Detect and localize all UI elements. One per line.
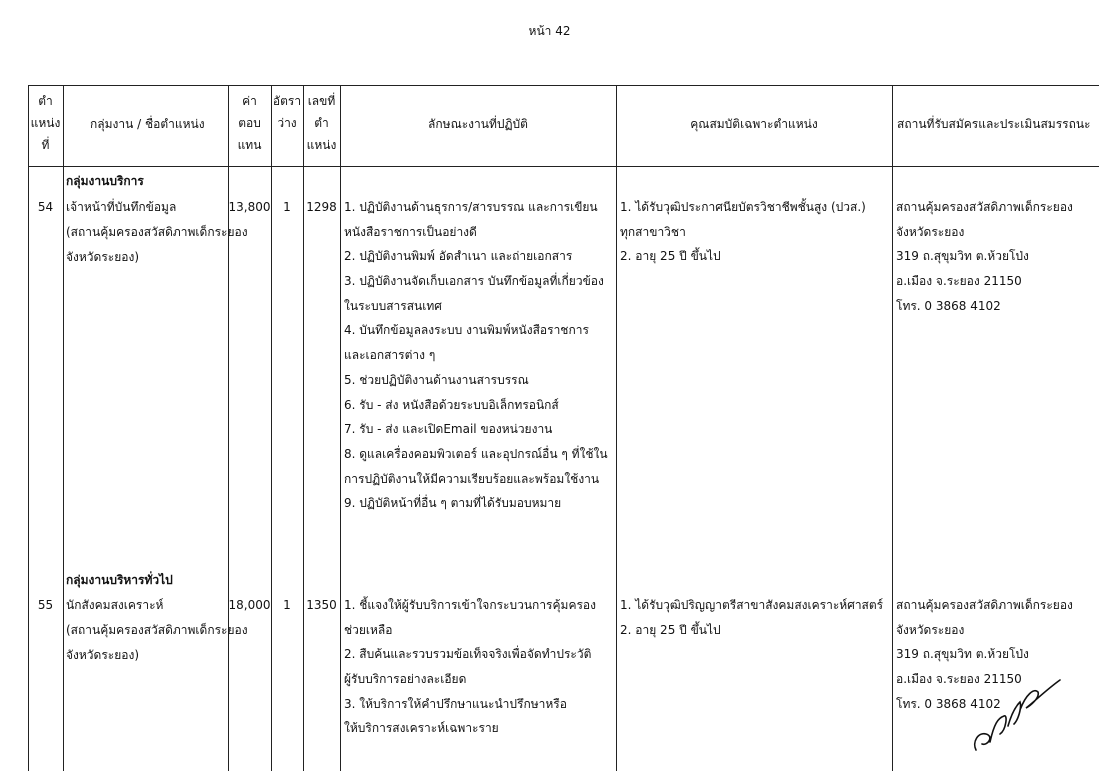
qualification-line: 2. อายุ 25 ปี ขึ้นไป — [620, 622, 721, 637]
qualification-line: 1. ได้รับวุฒิปริญญาตรีสาขาสังคมสงเคราะห์ศาสตร์ — [620, 598, 884, 612]
header-location: สถานที่รับสมัครและประเมินสมรรถนะ — [897, 117, 1091, 131]
qualification-line: 1. ได้รับวุฒิประกาศนียบัตรวิชาชีพชั้นสูง (ปวส.) — [620, 200, 866, 214]
qualification-line: 2. อายุ 25 ปี ขึ้นไป — [620, 249, 721, 264]
header-seq-line: ที่ — [41, 138, 50, 152]
duty-line: หนังสือราชการเป็นอย่างดี — [344, 224, 477, 239]
header-bottom-border — [28, 166, 1099, 167]
header-vacancy-line: อัตรา — [272, 94, 302, 108]
header-group: กลุ่มงาน / ชื่อตำแหน่ง — [90, 117, 205, 131]
position-title: นักสังคมสงเคราะห์ — [66, 598, 164, 612]
duty-line: ช่วยเหลือ — [344, 622, 393, 637]
duty-line: 9. ปฏิบัติหน้าที่อื่น ๆ ตามที่ได้รับมอบหมาย — [344, 496, 562, 511]
row-seq: 54 — [37, 200, 54, 214]
location-line: จังหวัดระยอง — [896, 224, 965, 239]
duty-line: การปฏิบัติงานให้มีความเรียบร้อยและพร้อมใช้งาน — [344, 471, 600, 486]
position-unit: จังหวัดระยอง) — [66, 250, 140, 264]
header-seq — [28, 90, 63, 156]
row-rate: 13,800 — [228, 200, 271, 214]
duty-line: ในระบบสารสนเทศ — [344, 298, 442, 313]
row-rate: 18,000 — [228, 598, 271, 612]
position-unit: (สถานคุ้มครองสวัสดิภาพเด็กระยอง — [66, 623, 248, 637]
qualification-line: ทุกสาขาวิชา — [620, 224, 686, 239]
duty-line: 1. ปฏิบัติงานด้านธุรการ/สารบรรณ และการเขียน — [344, 200, 598, 214]
duty-line: 3. ให้บริการให้คำปรึกษาแนะนำปรึกษาหรือ — [344, 696, 567, 711]
qualifications-list — [620, 593, 883, 642]
duty-line: 8. ดูแลเครื่องคอมพิวเตอร์ และอุปกรณ์อื่น ๆ ที่ใช้ใน — [344, 446, 608, 461]
col-border-5 — [340, 85, 341, 771]
duties-list — [344, 195, 608, 516]
header-rate-line: ค่า — [242, 94, 257, 108]
duty-line: 1. ชี้แจงให้ผู้รับบริการเข้าใจกระบวนการคุ้มครอง — [344, 598, 596, 612]
header-rate — [228, 90, 271, 156]
duty-line: และเอกสารต่าง ๆ — [344, 348, 436, 363]
group-title: กลุ่มงานบริหารทั่วไป — [66, 573, 173, 587]
location-line: โทร. 0 3868 4102 — [896, 696, 1001, 711]
row-seq: 55 — [37, 598, 54, 612]
header-qualifications: คุณสมบัติเฉพาะตำแหน่ง — [690, 117, 818, 131]
duties-list — [344, 593, 596, 741]
duty-line: 7. รับ - ส่ง และเปิดEmail ของหน่วยงาน — [344, 422, 553, 437]
row-vacancy: 1 — [283, 200, 291, 214]
col-border-1 — [63, 85, 64, 771]
location-line: โทร. 0 3868 4102 — [896, 298, 1001, 313]
location-line: สถานคุ้มครองสวัสดิภาพเด็กระยอง — [896, 598, 1073, 612]
header-duties: ลักษณะงานที่ปฏิบัติ — [428, 117, 528, 131]
col-border-3 — [271, 85, 272, 771]
header-vacancy — [271, 90, 303, 134]
location-line: จังหวัดระยอง — [896, 622, 965, 637]
header-position-no-line: ตำ — [314, 116, 329, 130]
header-seq-line: แหน่ง — [30, 116, 61, 130]
duty-line: 6. รับ - ส่ง หนังสือด้วยระบบอิเล็กทรอนิกส์ — [344, 397, 559, 412]
col-border-7 — [892, 85, 893, 771]
duty-line: 3. ปฏิบัติงานจัดเก็บเอกสาร บันทึกข้อมูลที่เกี่ยวข้อง — [344, 274, 604, 289]
header-rate-line: แทน — [237, 138, 262, 152]
table-top-border — [28, 85, 1099, 86]
location-line: สถานคุ้มครองสวัสดิภาพเด็กระยอง — [896, 200, 1073, 214]
handwritten-signature — [968, 672, 1063, 754]
row-vacancy: 1 — [283, 598, 291, 612]
col-border-0 — [28, 85, 29, 771]
position-unit: จังหวัดระยอง) — [66, 648, 140, 662]
duty-line: 4. บันทึกข้อมูลลงระบบ งานพิมพ์หนังสือราชการ — [344, 323, 589, 338]
position-unit: (สถานคุ้มครองสวัสดิภาพเด็กระยอง — [66, 225, 248, 239]
duty-line: ผู้รับบริการอย่างละเอียด — [344, 672, 467, 687]
header-rate-line: ตอบ — [238, 116, 261, 130]
page-number: หน้า 42 — [528, 24, 571, 38]
header-seq-line: ตำ — [38, 94, 53, 108]
col-border-4 — [303, 85, 304, 771]
location-list — [896, 195, 1073, 318]
location-line: อ.เมือง จ.ระยอง 21150 — [896, 672, 1022, 687]
header-vacancy-line: ว่าง — [277, 116, 297, 130]
row-position-no: 1298 — [306, 200, 337, 214]
position-title: เจ้าหน้าที่บันทึกข้อมูล — [66, 200, 177, 214]
duty-line: ให้บริการสงเคราะห์เฉพาะราย — [344, 721, 499, 736]
group-title: กลุ่มงานบริการ — [66, 174, 144, 188]
duty-line: 5. ช่วยปฏิบัติงานด้านงานสารบรรณ — [344, 372, 529, 387]
location-line: อ.เมือง จ.ระยอง 21150 — [896, 274, 1022, 289]
location-line: 319 ถ.สุขุมวิท ต.ห้วยโป่ง — [896, 249, 1029, 264]
header-position-no-line: แหน่ง — [306, 138, 337, 152]
row-position-no: 1350 — [306, 598, 337, 612]
header-position-no — [303, 90, 340, 156]
location-line: 319 ถ.สุขุมวิท ต.ห้วยโป่ง — [896, 647, 1029, 662]
duty-line: 2. ปฏิบัติงานพิมพ์ อัดสำเนา และถ่ายเอกสาร — [344, 249, 573, 264]
col-border-2 — [228, 85, 229, 771]
duty-line: 2. สืบค้นและรวบรวมข้อเท็จจริงเพื่อจัดทำประวัติ — [344, 647, 592, 662]
col-border-6 — [616, 85, 617, 771]
qualifications-list — [620, 195, 866, 269]
header-position-no-line: เลขที่ — [307, 94, 336, 108]
